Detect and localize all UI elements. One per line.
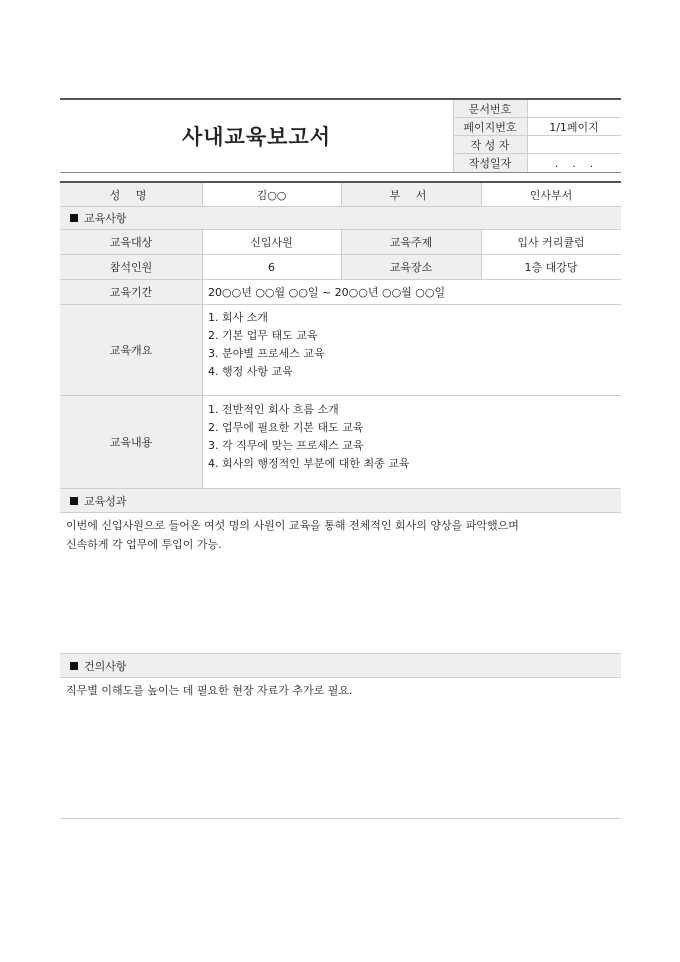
target-label: 교육대상 — [109, 236, 153, 249]
square-bullet-icon — [70, 497, 78, 505]
square-bullet-icon — [70, 214, 78, 222]
attendees-label: 참석인원 — [109, 261, 153, 274]
section-suggest-label: 건의사항 — [84, 659, 127, 673]
meta-date-value: . . . — [554, 156, 594, 170]
place-value: 1층 대강당 — [524, 261, 578, 274]
meta-page-label: 페이지번호 — [463, 120, 517, 134]
section-result-heading — [70, 489, 127, 512]
table-bottom-rule — [60, 818, 621, 819]
overview-item: 2. 기본 업무 태도 교육 — [208, 329, 318, 342]
section-edu-heading — [70, 207, 127, 229]
name-label: 성 명 — [109, 188, 153, 202]
suggest-line: 직무별 이해도를 높이는 데 필요한 현장 자료가 추가로 필요. — [66, 684, 353, 697]
content-item: 3. 각 직무에 맞는 프로세스 교육 — [208, 439, 364, 452]
header-bottom-rule — [60, 172, 621, 173]
topic-label: 교육주제 — [389, 236, 433, 249]
result-line: 이번에 신입사원으로 들어온 여섯 명의 사원이 교육을 통해 전체적인 회사의 양상을 파악했으며 — [66, 519, 519, 532]
meta-date-label: 작성일자 — [468, 157, 512, 170]
content-item: 4. 회사의 행정적인 부분에 대한 최종 교육 — [208, 457, 410, 470]
meta-author-value — [527, 136, 621, 153]
content-item: 1. 전반적인 회사 흐름 소개 — [208, 403, 339, 416]
result-line: 신속하게 각 업무에 투입이 가능. — [66, 538, 222, 551]
overview-item: 3. 분야별 프로세스 교육 — [208, 347, 325, 360]
overview-item: 4. 행정 사항 교육 — [208, 365, 293, 378]
period-value: 20○○년 ○○월 ○○일 ~ 20○○년 ○○월 ○○일 — [208, 286, 446, 299]
content-item: 2. 업무에 필요한 기본 태도 교육 — [208, 421, 364, 434]
content-label: 교육내용 — [109, 436, 153, 449]
name-value: 김○○ — [256, 188, 287, 202]
attendees-value: 6 — [268, 260, 275, 274]
overview-label: 교육개요 — [109, 344, 153, 357]
meta-author-label: 작 성 자 — [470, 138, 510, 152]
overview-item: 1. 회사 소개 — [208, 311, 268, 324]
topic-value: 입사 커리큘럼 — [517, 236, 585, 249]
target-value: 신입사원 — [250, 236, 293, 249]
square-bullet-icon — [70, 662, 78, 670]
meta-page-value: 1/1페이지 — [549, 120, 599, 134]
meta-docno-label: 문서번호 — [468, 102, 512, 116]
period-label: 교육기간 — [109, 286, 153, 299]
place-label: 교육장소 — [389, 261, 433, 274]
section-edu-label: 교육사항 — [84, 212, 127, 225]
dept-label: 부 서 — [389, 188, 433, 202]
meta-docno-value — [527, 100, 621, 117]
section-suggest-heading — [70, 654, 127, 677]
section-result-label: 교육성과 — [84, 494, 127, 508]
dept-value: 인사부서 — [529, 188, 573, 202]
page-title: 사내교육보고서 — [181, 125, 331, 149]
